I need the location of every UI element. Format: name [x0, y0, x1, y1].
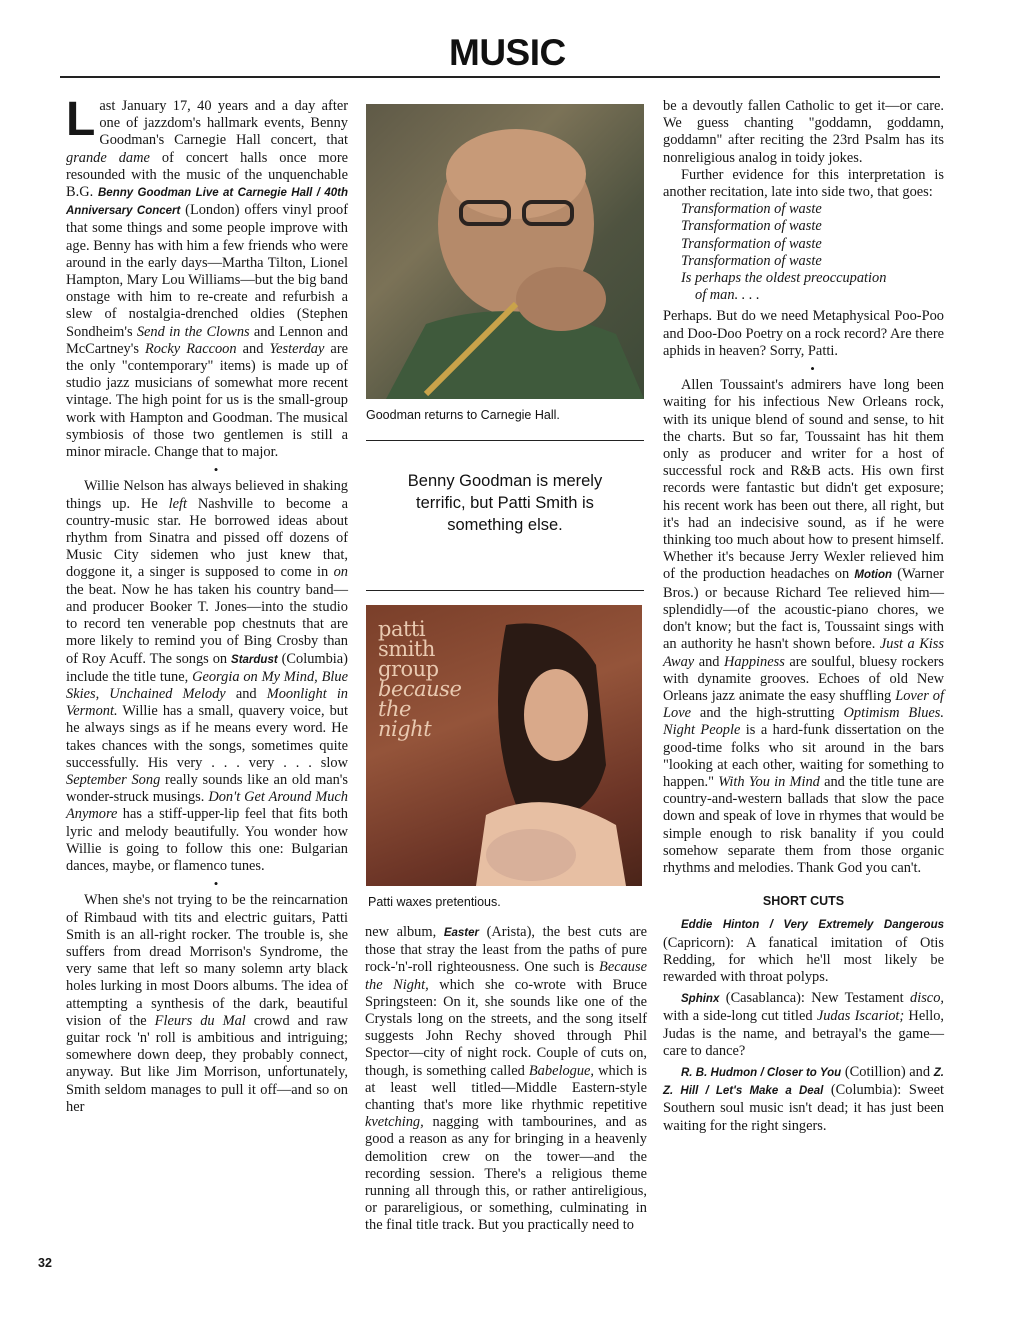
text: and the title tune are country-and-western ballads that slow the pace down and speak of love in rhymes that would be simple enough to risk banality if you could somehow separate them from those organic rhythms and melodies. Thank God you can't. [663, 773, 944, 876]
text: new album, [365, 924, 444, 940]
short-cut-hudmon-hill [663, 1064, 944, 1135]
text: is a hard-funk dissertation on the good-time folks who sit around in the bars "looking at each other, waiting for something to happen." [663, 722, 944, 790]
arm-shape [486, 829, 576, 881]
smith-review-part4: Further evidence for this interpretation is another recitation, late into side two, that goes: [663, 166, 944, 201]
text: and [694, 653, 725, 670]
poem-line: Transformation of waste [681, 235, 822, 252]
patti-album-photo [366, 605, 642, 886]
song-title: Don't Get Around Much Anymore [66, 789, 348, 823]
short-cut-hinton [663, 916, 944, 986]
text: really sounds like an old man's wonder-struck musings. [66, 771, 348, 806]
text: nagging with tambourines, and as good a reason as any for bringing in a heavenly demolition crew on the tower—and the recording session. There's a religious theme running all through this, or rather antireligious, or parareligious, or something, culminating in the final title track. But you practically need to [365, 1114, 647, 1234]
song-title: Optimism Blues. [843, 705, 944, 722]
song-title: Just a Kiss Away [663, 636, 944, 670]
album-title: R. B. Hudmon / Closer to You [681, 1066, 842, 1079]
text: (Arista), the best cuts are those that stray the least from the paths of pure rock-'n'-roll righteousness. One such is [365, 924, 647, 976]
song-title: Judas Iscariot; [816, 1008, 905, 1025]
section-bullet: • [213, 462, 219, 478]
text: Willie Nelson has always believed in shaking things up. He [66, 478, 348, 512]
text: with a side-long cut titled [663, 1008, 817, 1025]
song-title: Because the Night, [365, 959, 647, 993]
text: and Lennon and McCartney's [66, 323, 349, 357]
song-title: September Song [66, 771, 161, 788]
text: and [225, 685, 267, 702]
short-cuts-heading: SHORT CUTS [762, 894, 845, 909]
text-italic: grande dame [66, 149, 150, 166]
short-cut-sphinx [663, 990, 944, 1060]
song-title: Babelogue, [528, 1062, 595, 1079]
text: ast January 17, 40 years and a day after one of jazzdom's hallmark events, Benny Goodman's Carnegie Hall concert, that [99, 98, 348, 149]
section-bullet: • [810, 361, 815, 377]
text: are soulful, bluesy rockers with dynamite grooves. Echoes of old New Orleans jazz animate the easy shuffling [663, 653, 944, 704]
text: which she co-wrote with Bruce Springsteen: On it, she sounds like one of the Crystals long on the streets, and the song itself suggests John Rechy shoved through Phil Spector—city of night rock. Couple of cuts on, though, is something called [365, 976, 647, 1079]
album-cover-line: patti [378, 617, 426, 641]
poem-line: Is perhaps the oldest preoccupation [681, 270, 887, 287]
forehead-shape [446, 129, 586, 219]
song-title: kvetching, [365, 1114, 424, 1131]
poem-line: Transformation of waste [681, 218, 822, 235]
smith-review-part3: be a devoutly fallen Catholic to get it—or care. We guess chanting "goddamn, goddamn, goddamn" after reciting the 23rd Psalm has its nonreligious analog in toidy jokes. [663, 98, 944, 166]
poem-line: of man. . . . [695, 287, 760, 304]
goodman-photo-illustration [366, 104, 644, 399]
page-header [0, 32, 1020, 80]
album-cover-line: smith [378, 637, 435, 661]
pull-quote-rule-top [366, 440, 644, 441]
text: and the high-strutting [690, 705, 844, 722]
album-title: Z. Z. Hill / Let's Make a Deal [663, 1066, 944, 1098]
album-cover-text [378, 619, 461, 739]
song-title: Moonlight in Vermont. [66, 685, 349, 720]
song-title: Yesterday [269, 340, 325, 357]
album-title: Stardust [231, 653, 278, 666]
section-bullet: • [213, 876, 219, 892]
text: of concert halls once more resounded with the music of the unquenchable B.G. [66, 149, 349, 201]
album-title: Easter [443, 927, 479, 939]
goodman-caption: Goodman returns to Carnegie Hall. [366, 408, 560, 422]
song-title: With You in Mind [718, 773, 820, 790]
album-cover-line: night [378, 717, 432, 741]
poem-quote [681, 201, 944, 304]
text: Hello, Judas is the name, and betrayal's the game—care to dance? [663, 1008, 944, 1059]
section-title: MUSIC [449, 32, 566, 73]
goodman-photo [366, 104, 644, 399]
pull-quote-rule-bottom [366, 590, 644, 591]
album-cover-line: the [378, 697, 411, 721]
sweater-shape [386, 311, 644, 399]
text-italic: on [333, 564, 348, 581]
poem-line: Transformation of waste [681, 201, 822, 218]
pull-quote: Benny Goodman is merely terrific, but Patti Smith is something else. [407, 472, 603, 534]
song-title: Rocky Raccoon [145, 340, 237, 357]
text: Allen Toussaint's admirers have long been waiting for his infectious New Orleans rock, with its unique blend of sound and sense, to hit the charts. But so far, Toussaint has hit them only as producer and writer for a host of successful rock and R&B acts. His own first records were fantastic but didn't get exposure; his recent work has been out there, all right, but it's had an indecisive sound, as if he were thinking too much about how to present himself. Whether it's because Jerry Wexler relieved him of the production headaches on [663, 377, 944, 583]
song-title: Send in the Clowns [136, 323, 250, 340]
song-title: Georgia on My Mind, Blue Skies, Unchained Melody [66, 668, 348, 702]
text: has a stiff-upper-lip feel that fits both lyric and melody beautifully. You wonder how Willie is going to follow this one: Bulgarian dances, maybe, or flamenco tunes. [66, 806, 348, 874]
smith-review-part5: Perhaps. But do we need Metaphysical Poo-Poo and Doo-Doo Poetry on a rock record? Are there aphids in heaven? Sorry, Patti. [663, 308, 944, 359]
column-3 [663, 98, 944, 1135]
text-italic: Fleurs du Mal [154, 1012, 246, 1029]
text: (Capricorn): A fanatical imitation of Otis Redding, for which he'll most likely be rewarded with throat polyps. [663, 934, 944, 985]
text: crowd and raw guitar rock 'n' roll is ambitious and intriguing; somewhere down deep, they probably connect, anyway. But like Jim Morrison, unfortunately, Smith seldom manages to pull it off—and so on her [66, 1012, 348, 1115]
song-title: Night People [663, 722, 741, 739]
column-2 [365, 924, 647, 1235]
album-title: Motion [854, 569, 893, 582]
toussaint-review [663, 377, 944, 877]
album-title: Sphinx [681, 993, 720, 1006]
nelson-review [66, 478, 348, 875]
album-title: Eddie Hinton / Very Extremely Dangerous [681, 919, 944, 932]
patti-caption: Patti waxes pretentious. [368, 895, 501, 909]
text: When she's not trying to be the reincarnation of Rimbaud with tits and electric guitars, Patti Smith is an all-right rocker. The trouble is, she suffers from dread Morrison's Syndrome, the very same that left so many solemn arty black holes lurking in most Doors albums. The idea of attempting a synthesis of the dark, beautiful vision of the [66, 892, 348, 1029]
text: (Casablanca): New Testament [719, 990, 911, 1007]
text: (Columbia) include the title tune, [66, 650, 348, 685]
song-title: Happiness [724, 653, 785, 670]
text: (Cotillion) and [841, 1063, 934, 1080]
poem-line: Transformation of waste [681, 252, 822, 269]
hand-shape [516, 267, 606, 331]
face-shape [524, 669, 588, 761]
text-italic: disco, [910, 990, 944, 1007]
column-1 [66, 93, 349, 1116]
song-title: Lover of Love [663, 687, 944, 722]
drop-cap: L [66, 93, 96, 146]
text: (Warner Bros.) or because Richard Tee relieved him—splendidly—of the acoustic-piano chores, we don't know; but the fact is, Toussaint sings with an authority he hasn't shown before. [663, 566, 945, 653]
text: are the only "contemporary" items) is made up of studio jazz musicians of somewhat more recent vintage. The high point for us is the small-group work with Hampton and Goodman. The musical symbiosis of those two gentlemen is still a minor miracle. Change that to major. [66, 340, 349, 461]
text: (Columbia): Sweet Southern soul music isn't dead; it has just been waiting for the right singers. [663, 1082, 944, 1134]
album-title: Benny Goodman Live at Carnegie Hall / 40th Anniversary Concert [66, 187, 348, 218]
album-cover-line: group [378, 657, 439, 681]
text-italic: left [168, 495, 187, 512]
text: and [236, 340, 270, 357]
text: the beat. Now he has taken his country band—and producer Booker T. Jones—into the studio to record ten venerable pop chestnuts that are more likely to remind you of Bing Crosby than of Roy Acuff. The songs on [66, 581, 348, 667]
text: (London) offers vinyl proof that some things and some people improve with age. Benny has with him a few friends who were around in the early days—Martha Tilton, Lionel Hampton, Mary Lou Williams—but the big band onstage with him to re-create and refurbish a slew of nostalgia-drenched oldies (Stephen Sondheim's [66, 202, 349, 340]
header-rule [60, 76, 940, 78]
text: which is at least well titled—Middle Eastern-style chanting that's more like rhythmic repetitive [365, 1062, 647, 1114]
goodman-review [66, 93, 349, 461]
smith-review-part1 [66, 892, 348, 1116]
album-cover-line: because [378, 677, 462, 701]
page-number: 32 [38, 1256, 52, 1270]
text: Willie has a small, quavery voice, but he always sings as if he means every word. He takes chances with the songs, sometimes quite successfully. His very . . . very . . . slow [66, 703, 348, 771]
smith-review-part2 [365, 924, 647, 1235]
text: Nashville to become a country-music star. He borrowed ideas about rhythm from Sinatra and pissed off dozens of Music City sidemen who just knew that, doggone it, a singer is supposed to come in [66, 495, 349, 581]
